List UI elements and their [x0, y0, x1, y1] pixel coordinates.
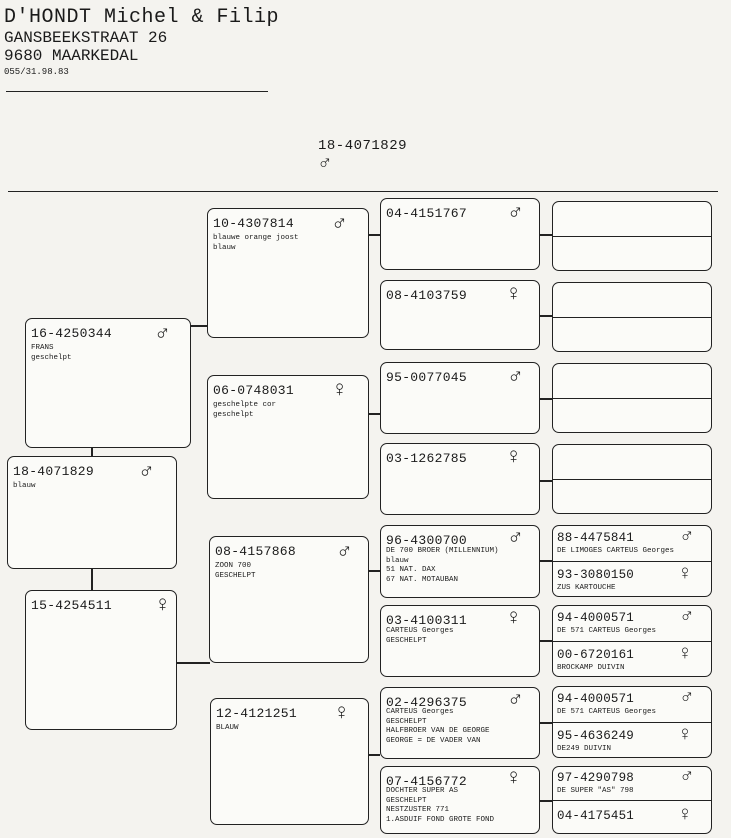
great-grandparent-card [380, 443, 540, 515]
ring-number: 04-4151767 [386, 206, 468, 221]
connector [176, 662, 210, 664]
card-line: FRANS [31, 344, 54, 352]
gen4-card [552, 686, 712, 758]
connector [540, 722, 552, 724]
card-line: blauw [213, 243, 236, 252]
great-grandparent-card [380, 198, 540, 270]
owner-underline [6, 91, 268, 92]
gen4-card-empty [552, 201, 712, 271]
male-icon: ♂ [681, 605, 694, 628]
female-icon: ♀ [679, 804, 692, 827]
ring-number: 88-4475841 [557, 531, 635, 545]
dam-card [25, 590, 177, 730]
pigeon-name: DE SUPER "AS" 798 [557, 787, 634, 795]
owner-city: 9680 MAARKEDAL [4, 47, 139, 65]
grandparent-card [207, 208, 369, 338]
female-icon: ♀ [679, 563, 692, 586]
connector [369, 570, 380, 572]
card-line: blauw [13, 482, 36, 490]
card-line: NESTZUSTER 771 [386, 806, 450, 814]
female-icon: ♀ [507, 282, 521, 307]
male-icon: ♂ [140, 459, 154, 484]
connector [540, 800, 552, 802]
male-icon: ♂ [681, 766, 694, 788]
card-line: DOCHTER SUPER AS [386, 787, 459, 795]
ring-number: 93-3080150 [557, 568, 635, 582]
card-divider [553, 317, 711, 318]
male-icon: ♂ [681, 686, 694, 709]
ring-number: 95-4636249 [557, 729, 635, 743]
ring-number: 02-4296375 [386, 695, 468, 710]
card-line: CARTEUS Georges [386, 627, 454, 635]
owner-street: GANSBEEKSTRAAT 26 [4, 29, 168, 47]
female-icon: ♀ [507, 606, 521, 631]
connector [540, 234, 552, 236]
great-grandparent-card [380, 280, 540, 350]
card-divider [553, 561, 711, 562]
card-line: GESCHELPT [386, 636, 427, 645]
card-line: GESCHELPT [386, 796, 427, 805]
female-icon: ♀ [679, 724, 692, 747]
male-icon: ♂ [338, 539, 352, 564]
gen4-card-empty [552, 282, 712, 352]
card-line: CARTEUS Georges [386, 708, 454, 716]
grandparent-card [210, 698, 369, 825]
great-grandparent-card [380, 687, 540, 759]
card-line: GESCHELPT [386, 717, 427, 726]
ring-number: 03-1262785 [386, 451, 468, 466]
connector [91, 568, 93, 591]
connector [540, 480, 552, 482]
ring-number: 15-4254511 [31, 598, 113, 613]
ring-number: 03-4100311 [386, 613, 468, 628]
card-line: 51 NAT. DAX [386, 566, 436, 574]
ring-number: 95-0077045 [386, 370, 468, 385]
ring-number: 16-4250344 [31, 326, 113, 341]
pigeon-name: BROCKAMP DUIVIN [557, 664, 625, 672]
female-icon: ♀ [335, 701, 349, 726]
gen4-card [552, 766, 712, 834]
pigeon-name: DE LIMOGES CARTEUS Georges [557, 547, 675, 555]
connector [540, 640, 552, 642]
connector [540, 398, 552, 400]
connector [540, 560, 552, 562]
male-icon: ♂ [509, 687, 523, 712]
connector [369, 754, 380, 756]
male-icon: ♂ [333, 211, 347, 236]
card-line: BLAUW [216, 724, 239, 732]
card-line: blauw [386, 556, 409, 565]
gen4-card [552, 605, 712, 677]
connector [190, 325, 208, 327]
owner-phone: 055/31.98.83 [4, 67, 69, 77]
pigeon-name: DE249 DUIVIN [557, 745, 612, 753]
connector [369, 413, 380, 415]
card-divider [553, 236, 711, 237]
male-icon: ♂ [156, 321, 170, 346]
ring-number: 04-4175451 [557, 809, 635, 823]
ring-number: 08-4157868 [215, 544, 297, 559]
subject-title-ring: 18-4071829 [318, 138, 408, 154]
card-line: geschelpt [31, 353, 72, 362]
card-divider [553, 722, 711, 723]
grandparent-card [207, 375, 369, 499]
ring-number: 94-4000571 [557, 611, 635, 625]
card-divider [553, 398, 711, 399]
great-grandparent-card [380, 525, 540, 598]
card-line: geschelpte cor [213, 401, 277, 409]
male-icon: ♂ [509, 364, 523, 389]
card-divider [553, 479, 711, 480]
header-divider [8, 191, 718, 192]
ring-number: 10-4307814 [213, 216, 295, 231]
male-icon: ♂ [509, 525, 523, 550]
owner-name: D'HONDT Michel & Filip [4, 6, 280, 29]
card-divider [553, 641, 711, 642]
female-icon: ♀ [507, 445, 521, 470]
card-line: geschelpt [213, 410, 254, 419]
connector [369, 234, 380, 236]
ring-number: 08-4103759 [386, 288, 468, 303]
card-line: GEORGE = DE VADER VAN [386, 736, 481, 745]
ring-number: 06-0748031 [213, 383, 295, 398]
pigeon-name: DE 571 CARTEUS Georges [557, 627, 657, 635]
subject-card [7, 456, 177, 569]
ring-number: 97-4290798 [557, 771, 635, 785]
female-icon: ♀ [507, 766, 521, 791]
great-grandparent-card [380, 766, 540, 834]
great-grandparent-card [380, 605, 540, 677]
great-grandparent-card [380, 362, 540, 434]
male-icon: ♂ [509, 200, 523, 225]
female-icon: ♀ [333, 378, 347, 403]
card-line: GESCHELPT [215, 571, 256, 580]
card-line: 67 NAT. MOTAUBAN [386, 575, 459, 584]
card-line: 1.ASDUIF FOND GROTE FOND [386, 815, 495, 824]
subject-title-male-icon: ♂ [319, 152, 332, 175]
pigeon-name: DE 571 CARTEUS Georges [557, 708, 657, 716]
ring-number: 96-4300700 [386, 533, 468, 548]
female-icon: ♀ [679, 643, 692, 666]
card-line: ZOON 700 [215, 562, 252, 570]
ring-number: 18-4071829 [13, 464, 95, 479]
sire-card [25, 318, 191, 448]
gen4-card-empty [552, 363, 712, 433]
male-icon: ♂ [681, 525, 694, 548]
gen4-card-empty [552, 444, 712, 514]
female-icon: ♀ [156, 593, 170, 618]
ring-number: 07-4156772 [386, 774, 468, 789]
pigeon-name: ZUS KARTOUCHE [557, 584, 616, 592]
card-divider [553, 800, 711, 801]
card-line: DE 700 BROER (MILLENNIUM) [386, 547, 499, 555]
connector [540, 315, 552, 317]
card-line: HALFBROER VAN DE GEORGE [386, 727, 490, 735]
grandparent-card [209, 536, 369, 663]
ring-number: 94-4000571 [557, 692, 635, 706]
ring-number: 12-4121251 [216, 706, 298, 721]
ring-number: 00-6720161 [557, 648, 635, 662]
card-line: blauwe orange joost [213, 234, 299, 242]
gen4-card [552, 525, 712, 597]
